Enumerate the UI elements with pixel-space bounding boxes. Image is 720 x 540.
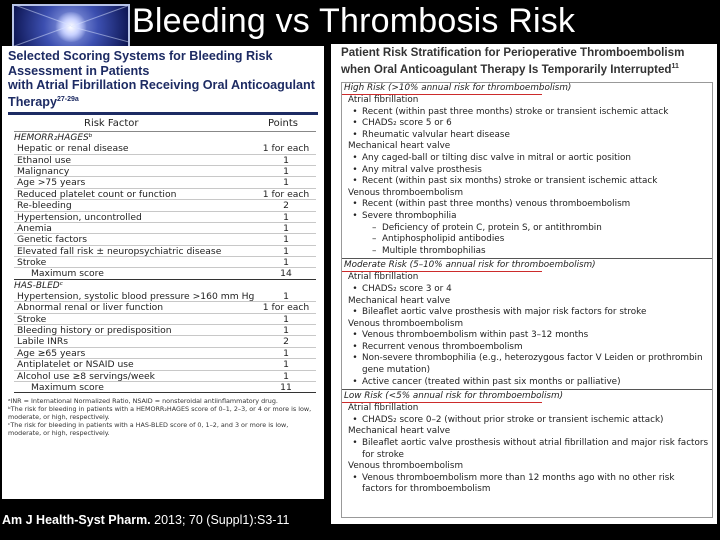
list-item: • Recent (within past six months) stroke or transient ischemic attack (342, 176, 712, 188)
risk-level-label: Moderate Risk (5–10% annual risk for thromboembolism) (344, 260, 596, 271)
risk-factor: Labile INRs (17, 336, 69, 348)
table-row (14, 302, 316, 313)
bleeding-risk-table (14, 115, 316, 393)
max-score-row (14, 268, 316, 279)
risk-factor: Re-bleeding (17, 200, 72, 212)
points-value: 1 (283, 154, 289, 166)
condition-category: Atrial fibrillation (348, 95, 419, 105)
list-item: • Recent (within past three months) stroke or transient ischemic attack (342, 107, 712, 119)
table-row (14, 200, 316, 211)
table-row (14, 212, 316, 223)
table-header (14, 115, 316, 132)
condition-category: Venous thromboembolism (348, 461, 464, 472)
risk-factor: Ethanol use (17, 154, 72, 166)
points-value: 1 (283, 313, 289, 325)
list-item: • Any caged-ball or tilting disc valve in mitral or aortic position (342, 153, 712, 165)
table-row (14, 291, 316, 302)
risk-factor: Age ≥65 years (17, 347, 86, 359)
points-value: 1 (283, 177, 289, 189)
score-group-name: HAS-BLEDᶜ (14, 280, 64, 291)
list-item: • Recurrent venous thromboembolism (342, 342, 712, 354)
list-item: • Active cancer (treated within past six months or palliative) (342, 377, 712, 389)
points-value: 14 (280, 268, 292, 280)
risk-factor: Elevated fall risk ± neuropsychiatric disease (17, 245, 222, 257)
points-value: 1 (283, 347, 289, 359)
footnote: ᵃINR = International Normalized Ratio, NSAID = nonsteroidal antiinflammatory drug. (8, 397, 278, 406)
table-row (14, 325, 316, 336)
risk-factor: Maximum score (31, 268, 104, 280)
section-divider (342, 258, 712, 259)
bleeding-risk-table-panel (2, 46, 324, 499)
list-item: for stroke (362, 449, 404, 460)
table-row (14, 257, 316, 268)
footnote: ᶜThe risk for bleeding in patients with a HAS-BLED score of 0, 1–2, and 3 or more is low, moderate, or high, respectively. (8, 421, 289, 438)
risk-factor: Antiplatelet or NSAID use (17, 359, 134, 371)
points-value: 1 (283, 370, 289, 382)
list-item: • Severe thrombophilia (342, 211, 712, 223)
points-value: 2 (283, 200, 289, 212)
risk-factor: Hypertension, uncontrolled (17, 211, 142, 223)
points-value: 1 (283, 222, 289, 234)
points-value: 1 for each (262, 302, 310, 314)
slide-title: Bleeding vs Thrombosis Risk (132, 2, 576, 40)
risk-factor: Stroke (17, 313, 47, 325)
points-value: 1 (283, 325, 289, 337)
table-row (14, 348, 316, 359)
table-row (14, 155, 316, 166)
condition-category: Venous thromboembolism (348, 187, 464, 198)
condition-category: Mechanical heart valve (348, 141, 451, 152)
condition-category: Venous thromboembolism (348, 318, 464, 329)
thrombo-risk-table-panel (331, 44, 717, 524)
risk-factor: Malignancy (17, 165, 70, 177)
points-value: 1 (283, 211, 289, 223)
logo-image (12, 4, 130, 48)
list-item: factors for thromboembolism (362, 484, 491, 495)
footnote: ᵇThe risk for bleeding in patients with a HEMORR₂HAGES score of 0–1, 2–3, or 4 or more is low, moderate, or high, respectively. (8, 405, 312, 422)
list-item: gene mutation) (362, 365, 431, 376)
table-row (14, 223, 316, 234)
condition-category: Atrial fibrillation (348, 272, 419, 283)
points-value: 1 (283, 290, 289, 302)
points-value: 1 for each (262, 143, 310, 155)
table-row (14, 189, 316, 200)
points-value: 1 (283, 245, 289, 257)
table-footnotes (8, 397, 316, 437)
table-row (14, 166, 316, 177)
risk-factor: Hepatic or renal disease (17, 143, 129, 155)
risk-level-label: High Risk (>10% annual risk for thromboembolism) (344, 83, 572, 93)
col-risk-factor: Risk Factor (84, 118, 139, 130)
thrombo-table-heading: Patient Risk Stratification for Perioperative Thromboembolism when Oral Anticoagulant Therapy Is Temporarily Interrupted$^{11}$ (341, 46, 685, 76)
table-row (14, 246, 316, 257)
section-divider (342, 389, 712, 390)
list-item: • Bileaflet aortic valve prosthesis without atrial fibrillation and major risk factors (342, 438, 712, 450)
list-item: • Bileaflet aortic valve prosthesis with major risk factors for stroke (342, 307, 712, 319)
list-item: • Any mitral valve prosthesis (342, 165, 712, 177)
risk-factor: Anemia (17, 222, 52, 234)
col-points: Points (267, 118, 298, 130)
risk-factor: Stroke (17, 257, 47, 269)
risk-level-label: Low Risk (<5% annual risk for thromboembolism) (344, 391, 564, 402)
table-row (14, 177, 316, 188)
list-item: • Recent (within past three months) venous thromboembolism (342, 199, 712, 211)
citation: Am J Health-Syst Pharm. 2013; 70 (Suppl1):S3-11 (2, 513, 290, 527)
risk-factor: Reduced platelet count or function (17, 188, 177, 200)
condition-category: Mechanical heart valve (348, 426, 451, 437)
points-value: 1 (283, 234, 289, 246)
list-item: • Non-severe thrombophilia (e.g., heterozygous factor V Leiden or prothrombin (342, 353, 712, 365)
risk-factor: Genetic factors (17, 234, 88, 246)
points-value: 1 (283, 165, 289, 177)
bleeding-table-heading: Selected Scoring Systems for Bleeding Risk Assessment in Patients with Atrial Fibrillation Receiving Oral Anticoagulant Therapy$^{27-29a}$ (8, 49, 315, 109)
list-item: • Venous thromboembolism within past 3–12 months (342, 330, 712, 342)
table-row (14, 314, 316, 325)
condition-category: Mechanical heart valve (348, 295, 451, 306)
points-value: 11 (280, 382, 292, 393)
table-row (14, 234, 316, 245)
score-group-name: HEMORR₂HAGESᵇ (14, 133, 93, 144)
risk-factor: Bleeding history or predisposition (17, 325, 172, 337)
list-item: • CHADS₂ score 5 or 6 (342, 118, 712, 130)
points-value: 2 (283, 336, 289, 348)
max-score-row (14, 382, 316, 393)
table-row (14, 359, 316, 370)
list-item: • Rheumatic valvular heart disease (342, 130, 712, 142)
points-value: 1 for each (262, 188, 310, 200)
list-item: – Antiphospholipid antibodies (342, 234, 712, 246)
condition-category: Atrial fibrillation (348, 403, 419, 414)
list-item: • CHADS₂ score 3 or 4 (342, 284, 712, 296)
list-item: • Venous thromboembolism more than 12 months ago with no other risk (342, 473, 712, 485)
risk-factor: Age >75 years (17, 177, 86, 189)
points-value: 1 (283, 359, 289, 371)
table-row (14, 143, 316, 154)
risk-factor: Abnormal renal or liver function (17, 302, 164, 314)
risk-stratification-list (341, 82, 713, 518)
table-row (14, 336, 316, 347)
list-item: – Multiple thrombophilias (342, 246, 712, 258)
risk-factor: Alcohol use ≥8 servings/week (17, 370, 155, 382)
points-value: 1 (283, 257, 289, 269)
risk-factor: Hypertension, systolic blood pressure >160 mm Hg (17, 290, 255, 302)
list-item: • CHADS₂ score 0–2 (without prior stroke or transient ischemic attack) (342, 415, 712, 427)
list-item: – Deficiency of protein C, protein S, or antithrombin (342, 223, 712, 235)
table-row (14, 371, 316, 382)
risk-factor: Maximum score (31, 382, 104, 393)
